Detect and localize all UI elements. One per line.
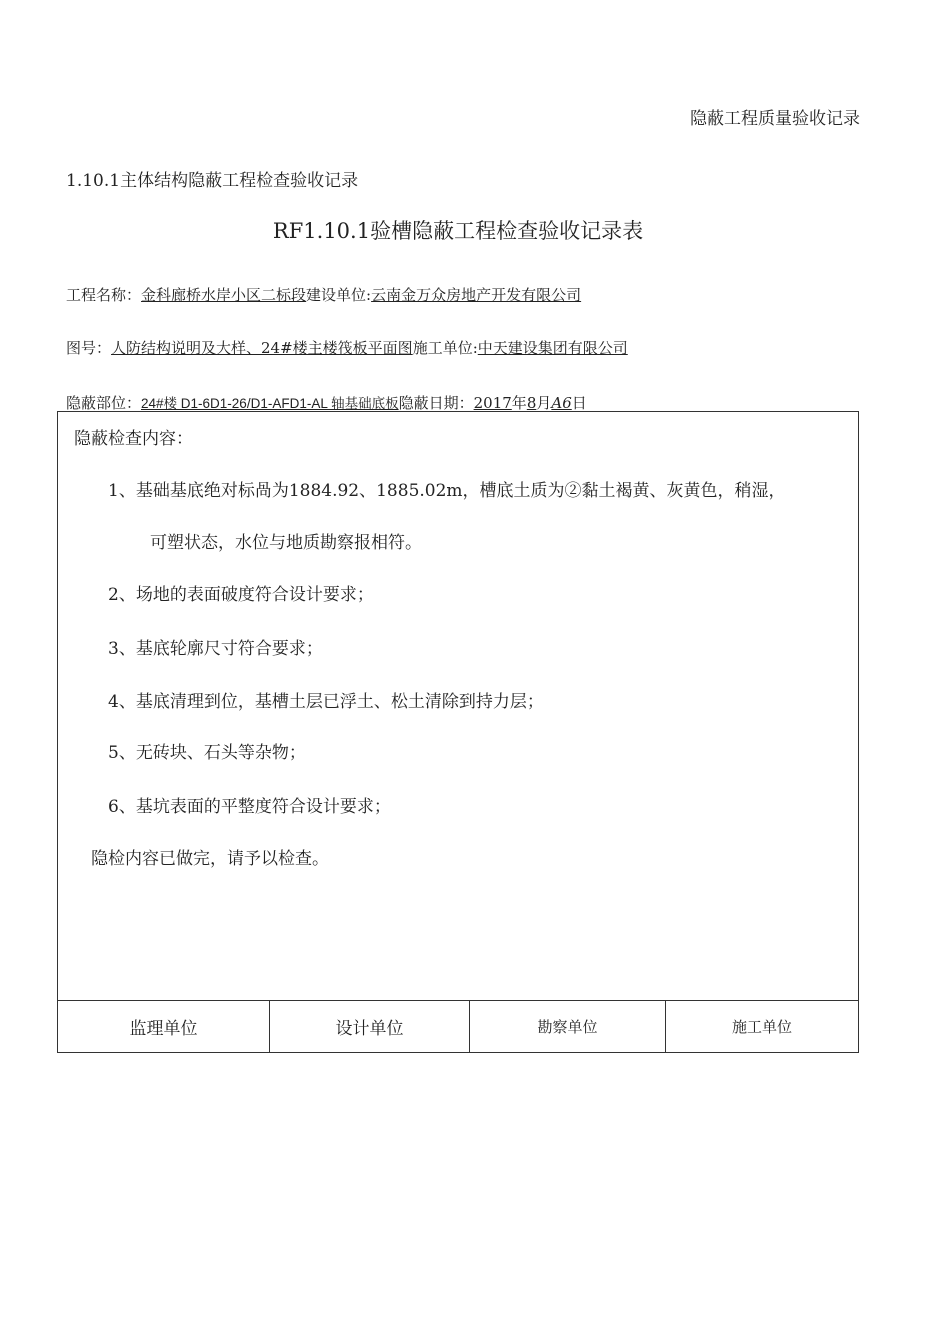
date-day-suffix: 日 — [571, 394, 587, 412]
section-heading: 1.10.1主体结构隐蔽工程检查验收记录 — [66, 171, 359, 191]
inspection-item: 1、基础基底绝对标咼为1884.92、1885.02m，槽底土质为②黏土褐黄、灰黄色，稍湿， — [108, 481, 786, 501]
inspection-closing: 隐检内容已做完，请予以检查。 — [91, 849, 329, 869]
project-label: 工程名称： — [66, 286, 142, 304]
inspection-item: 4、基底清理到位，基槽土层已浮土、松土清除到持力层； — [108, 692, 544, 712]
inspection-item: 5、无砖块、石头等杂物； — [108, 743, 306, 763]
location-label: 隐蔽部位： — [66, 394, 142, 412]
drawing-row — [66, 337, 628, 358]
builder-name: 云南金万众房地产开发有限公司 — [371, 286, 582, 304]
drawing-label: 图号： — [66, 339, 112, 357]
contractor-name: 中天建设集团有限公司 — [477, 339, 628, 357]
date-day: A6 — [551, 394, 572, 412]
form-title: RF1.10.1验槽隐蔽工程检查验收记录表 — [272, 219, 644, 243]
supervision-unit-cell: 监理单位 — [58, 1000, 270, 1052]
inspection-content — [58, 412, 858, 1001]
date-year-suffix: 年 — [511, 394, 527, 412]
date-month: 8 — [526, 394, 537, 412]
builder-label: 建设单位: — [306, 286, 372, 304]
design-unit-cell: 设计单位 — [270, 1000, 470, 1052]
inspection-item: 3、基底轮廓尺寸符合要求； — [108, 639, 323, 659]
inspection-item: 可塑状态，水位与地质勘察报相符。 — [150, 533, 422, 553]
survey-unit-cell: 勘察单位 — [470, 1000, 666, 1052]
inspection-heading: 隐蔽检查内容： — [74, 429, 193, 449]
date-label: 隐蔽日期： — [398, 394, 474, 412]
construction-unit-cell: 施工单位 — [731, 1017, 792, 1036]
date-month-suffix: 月 — [536, 394, 552, 412]
contractor-label: 施工单位: — [412, 339, 478, 357]
date-year: 2017 — [473, 394, 512, 412]
project-name: 金科廊桥水岸小区二标段 — [141, 286, 307, 304]
project-row — [66, 284, 581, 305]
inspection-item: 2、场地的表面破度符合设计要求； — [108, 585, 374, 605]
header-title: 隐蔽工程质量验收记录 — [690, 109, 860, 129]
location-row — [66, 392, 587, 413]
signature-row — [58, 1000, 858, 1052]
drawing-name: 人防结构说明及大样、24#楼主楼筏板平面图 — [111, 339, 413, 357]
inspection-item: 6、基坑表面的平整度符合设计要求； — [108, 797, 391, 817]
inspection-table — [57, 411, 859, 1053]
location-value: 24#楼 D1-6D1-26/D1-AFD1-AL 轴基础底板 — [141, 396, 399, 411]
